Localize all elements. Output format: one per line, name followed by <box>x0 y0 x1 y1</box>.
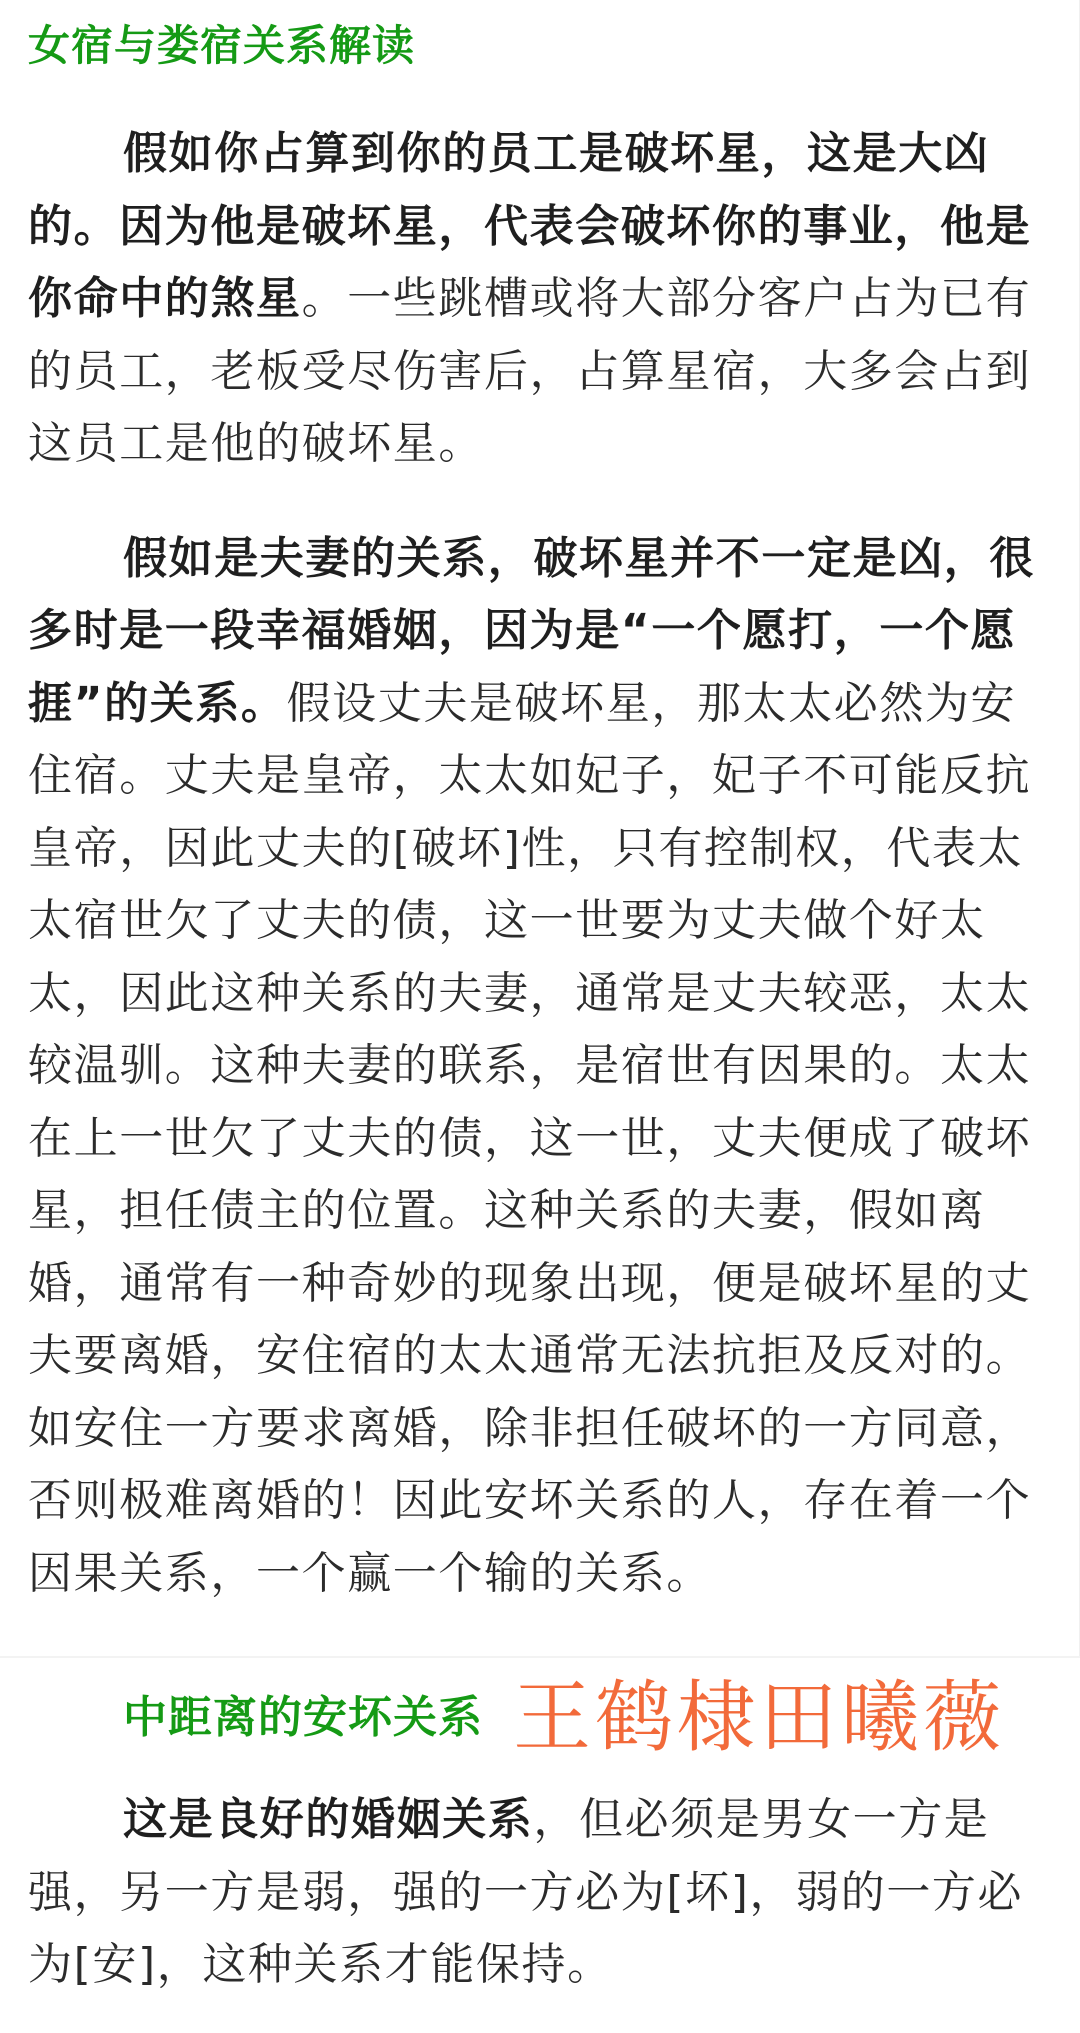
section-heading-row <box>28 1658 1052 1778</box>
paragraph-couple-text: 假设丈夫是破坏星，那太太必然为安住宿。丈夫是皇帝，太太如妃子，妃子不可能反抗皇帝，因此丈夫的[破坏]性，只有控制权，代表太太宿世欠了丈夫的债，这一世要为丈夫做个好太太，因此这种关系的夫妻，通常是丈夫较恶，太太较温驯。这种夫妻的联系，是宿世有因果的。太太在上一世欠了丈夫的债，这一世，丈夫便成了破坏星，担任债主的位置。这种关系的夫妻，假如离婚，通常有一种奇妙的现象出现，便是破坏星的丈夫要离婚，安住宿的太太通常无法抗拒及反对的。如安住一方要求离婚，除非担任破坏的一方同意，否则极难离婚的！因此安坏关系的人，存在着一个因果关系，一个赢一个输的关系。 <box>28 677 1032 1599</box>
paragraph-employee-bold: 假如你占算到你的员工是破坏星，这是大凶的。因为他是破坏星，代表会破坏你的事业，他是你命中的煞星 <box>28 128 1032 324</box>
names-overlay-text: 王鹤棣田曦薇 <box>513 1673 1006 1763</box>
article-title: 女宿与娄宿关系解读 <box>28 21 416 70</box>
paragraph-marriage <box>28 1784 1052 2002</box>
section-panel <box>0 1658 1080 2033</box>
paragraph-couple <box>28 523 1051 1611</box>
paragraph-couple-bold: 假如是夫妻的关系，破坏星并不一定是凶，很多时是一段幸福婚姻，因为是“一个愿打，一个愿捱”的关系。 <box>28 532 1035 729</box>
paragraph-marriage-bold: 这是良好的婚姻关系 <box>123 1794 534 1845</box>
paragraph-employee <box>28 118 1051 481</box>
paragraph-marriage-text: ，但必须是男女一方是强，另一方是弱，强的一方必为[坏]，弱的一方必为[安]，这种关系才能保持。 <box>28 1794 1024 1990</box>
section-heading: 中距离的安坏关系 <box>123 1692 483 1743</box>
paragraph-employee-text: 。一些跳槽或将大部分客户占为已有的员工，老板受尽伤害后，占算星宿，大多会占到这员工是他的破坏星。 <box>28 273 1032 469</box>
